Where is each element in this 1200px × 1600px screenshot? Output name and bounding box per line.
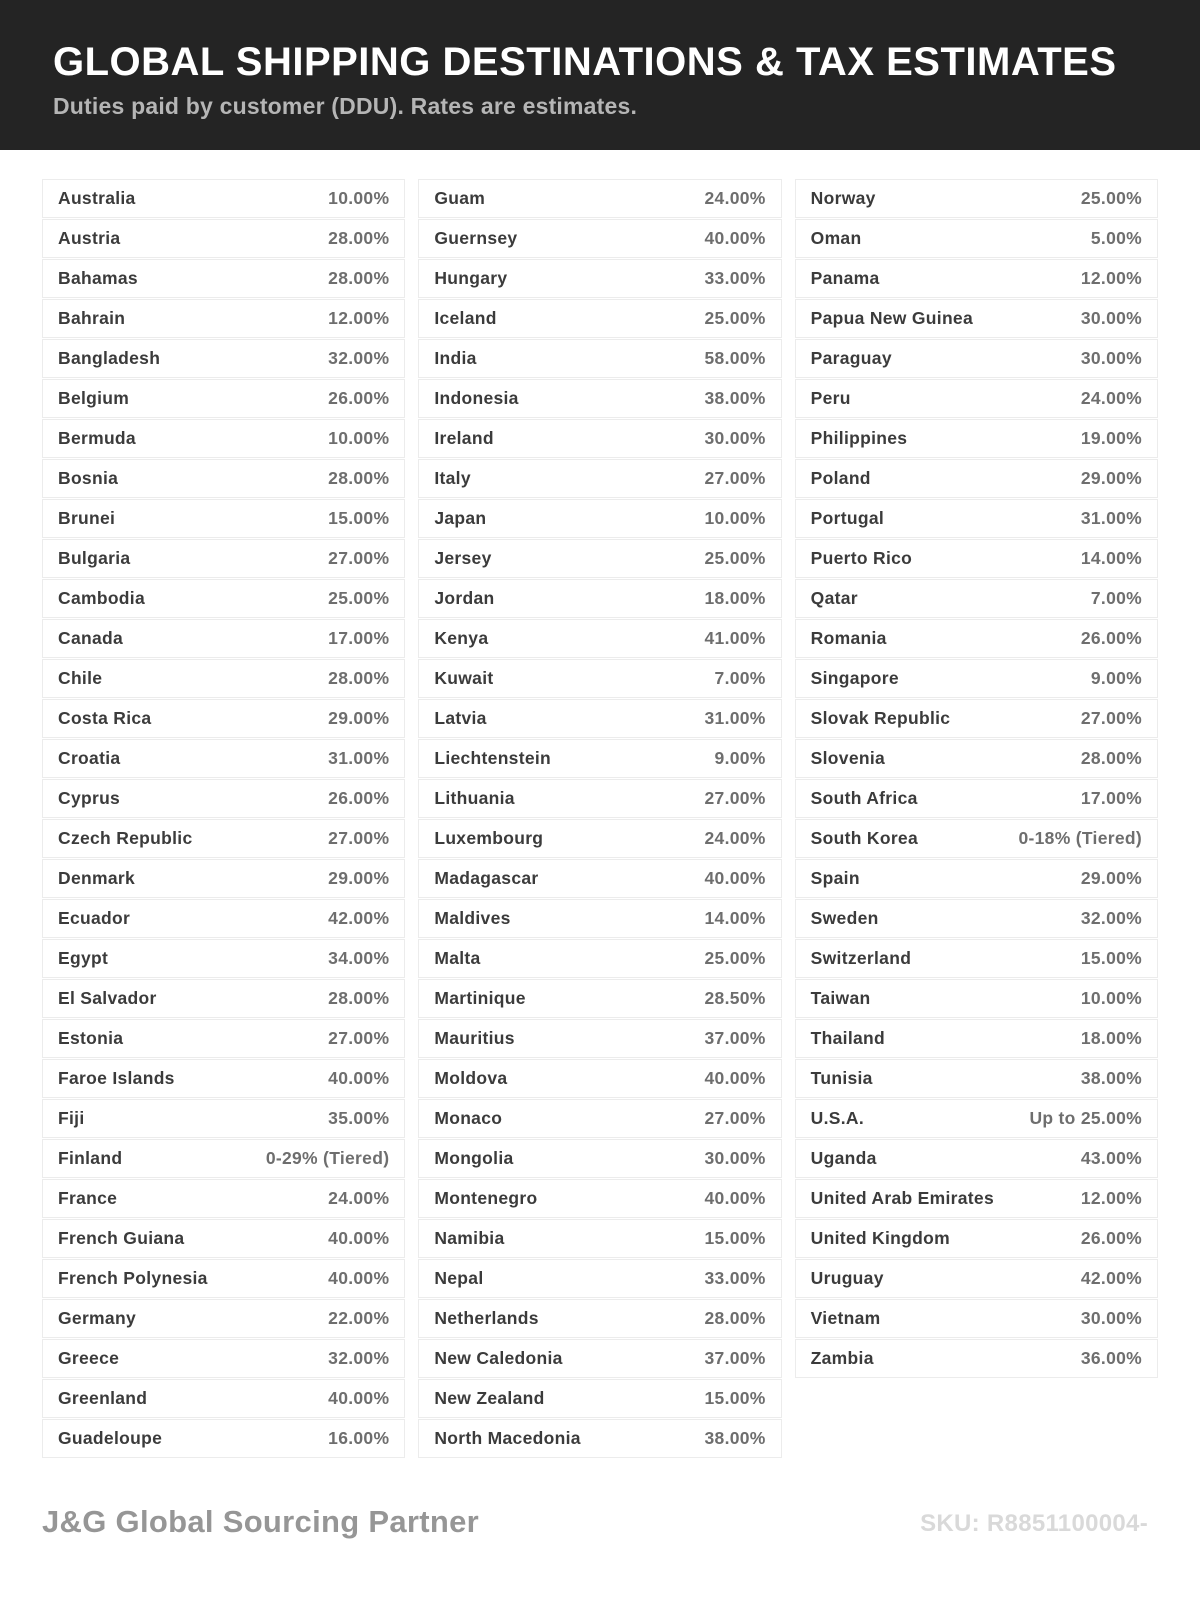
table-row — [795, 579, 1158, 618]
rate-value: 40.00% — [328, 1268, 390, 1288]
country-label: Nepal — [434, 1268, 484, 1288]
rate-value: 27.00% — [328, 828, 390, 848]
table-row — [795, 699, 1158, 738]
table-row — [418, 619, 781, 658]
table-row — [42, 499, 405, 538]
country-label: Namibia — [434, 1228, 505, 1248]
country-label: Denmark — [58, 868, 135, 888]
country-label: Belgium — [58, 388, 130, 408]
rate-value: 25.00% — [704, 548, 766, 568]
country-label: Faroe Islands — [58, 1068, 175, 1088]
country-label: Czech Republic — [58, 828, 193, 848]
table-row — [42, 1019, 405, 1058]
country-label: Qatar — [810, 588, 858, 608]
country-label: Brunei — [58, 508, 116, 528]
country-label: Papua New Guinea — [810, 308, 973, 328]
rate-value: 40.00% — [704, 1188, 766, 1208]
table-row — [795, 459, 1158, 498]
rate-value: 10.00% — [704, 508, 766, 528]
country-label: Romania — [810, 628, 887, 648]
rate-value: 40.00% — [328, 1068, 390, 1088]
rate-value: 30.00% — [1080, 1308, 1142, 1328]
rate-value: 28.00% — [328, 268, 390, 288]
rate-value: 43.00% — [1080, 1148, 1142, 1168]
country-label: Poland — [810, 468, 871, 488]
rate-value: 14.00% — [1080, 548, 1142, 568]
country-label: Austria — [58, 228, 121, 248]
rate-value: 27.00% — [704, 468, 766, 488]
rate-value: 17.00% — [1080, 788, 1142, 808]
rate-value: 25.00% — [1080, 188, 1142, 208]
table-row — [42, 619, 405, 658]
rate-value: 40.00% — [704, 868, 766, 888]
country-label: Switzerland — [810, 948, 912, 968]
rate-value: 10.00% — [328, 428, 390, 448]
rate-value: 18.00% — [1080, 1028, 1142, 1048]
table-row — [795, 1059, 1158, 1098]
rate-value: 12.00% — [328, 308, 390, 328]
country-label: Mauritius — [434, 1028, 515, 1048]
rate-value: 40.00% — [328, 1228, 390, 1248]
rate-value: 9.00% — [714, 748, 766, 768]
table-row — [418, 1059, 781, 1098]
rate-value: 27.00% — [704, 788, 766, 808]
table-row — [795, 179, 1158, 218]
country-label: Greenland — [58, 1388, 148, 1408]
country-label: Paraguay — [810, 348, 892, 368]
page-subtitle: Duties paid by customer (DDU). Rates are estimates. — [53, 93, 638, 119]
table-row — [795, 1339, 1158, 1378]
rate-value: 29.00% — [328, 708, 390, 728]
brand-name: J&G Global Sourcing Partner — [42, 1504, 480, 1539]
table-row — [418, 499, 781, 538]
table-row — [795, 819, 1158, 858]
rate-value: 14.00% — [704, 908, 766, 928]
rate-value: 26.00% — [1080, 628, 1142, 648]
page-header — [0, 0, 1200, 150]
country-label: Panama — [810, 268, 880, 288]
country-label: Iceland — [434, 308, 497, 328]
country-label: Chile — [58, 668, 103, 688]
table-row — [42, 739, 405, 778]
rate-value: 24.00% — [704, 188, 766, 208]
country-label: Luxembourg — [434, 828, 544, 848]
country-label: Sweden — [810, 908, 879, 928]
table-row — [418, 299, 781, 338]
table-row — [795, 339, 1158, 378]
country-label: Indonesia — [434, 388, 519, 408]
rate-value: 38.00% — [704, 388, 766, 408]
country-label: South Africa — [810, 788, 918, 808]
rate-value: 37.00% — [704, 1028, 766, 1048]
country-label: Egypt — [58, 948, 109, 968]
rate-value: 38.00% — [1080, 1068, 1142, 1088]
country-label: New Zealand — [434, 1388, 545, 1408]
rate-value: 42.00% — [328, 908, 390, 928]
country-label: Norway — [810, 188, 876, 208]
country-label: Liechtenstein — [434, 748, 552, 768]
table-row — [42, 379, 405, 418]
rates-column — [795, 179, 1158, 1379]
country-label: Kenya — [434, 628, 489, 648]
rate-value: 25.00% — [704, 948, 766, 968]
country-label: Martinique — [434, 988, 526, 1008]
table-row — [42, 859, 405, 898]
rate-value: 0-18% (Tiered) — [1018, 828, 1142, 848]
table-row — [42, 659, 405, 698]
rate-value: 28.00% — [1080, 748, 1142, 768]
table-row — [418, 1419, 781, 1458]
rate-value: 9.00% — [1090, 668, 1142, 688]
rates-column — [418, 179, 781, 1459]
table-row — [418, 539, 781, 578]
table-row — [795, 619, 1158, 658]
table-row — [42, 1219, 405, 1258]
country-label: French Guiana — [58, 1228, 185, 1248]
table-row — [795, 739, 1158, 778]
table-row — [42, 1139, 405, 1178]
country-label: French Polynesia — [58, 1268, 208, 1288]
country-label: Taiwan — [810, 988, 871, 1008]
table-row — [418, 459, 781, 498]
table-row — [42, 339, 405, 378]
country-label: Puerto Rico — [810, 548, 913, 568]
country-label: Lithuania — [434, 788, 515, 808]
country-label: Cambodia — [58, 588, 145, 608]
table-row — [418, 1259, 781, 1298]
table-row — [795, 779, 1158, 818]
table-row — [795, 259, 1158, 298]
table-row — [795, 419, 1158, 458]
rate-value: 31.00% — [704, 708, 766, 728]
table-row — [418, 739, 781, 778]
table-row — [418, 419, 781, 458]
table-row — [795, 939, 1158, 978]
table-row — [418, 259, 781, 298]
table-row — [795, 1259, 1158, 1298]
rate-value: 40.00% — [704, 228, 766, 248]
table-row — [42, 299, 405, 338]
table-row — [42, 819, 405, 858]
table-row — [418, 179, 781, 218]
rate-value: 28.00% — [328, 668, 390, 688]
country-label: El Salvador — [58, 988, 157, 1008]
table-row — [795, 659, 1158, 698]
table-row — [795, 1019, 1158, 1058]
sku-label: SKU: R8851100004- — [920, 1510, 1148, 1537]
rate-value: 24.00% — [328, 1188, 390, 1208]
country-label: Guam — [434, 188, 486, 208]
table-row — [418, 1379, 781, 1418]
table-row — [42, 1259, 405, 1298]
table-row — [42, 1379, 405, 1418]
rate-value: 15.00% — [704, 1228, 766, 1248]
country-label: Bahrain — [58, 308, 126, 328]
rate-value: 16.00% — [328, 1428, 390, 1448]
table-row — [795, 299, 1158, 338]
rate-value: 0-29% (Tiered) — [265, 1148, 390, 1168]
table-row — [42, 1179, 405, 1218]
table-row — [42, 579, 405, 618]
rate-value: 12.00% — [1080, 268, 1142, 288]
table-row — [418, 939, 781, 978]
country-label: France — [58, 1188, 118, 1208]
rate-value: 40.00% — [328, 1388, 390, 1408]
country-label: Germany — [58, 1308, 136, 1328]
rate-value: 38.00% — [704, 1428, 766, 1448]
country-label: Cyprus — [58, 788, 121, 808]
table-row — [795, 859, 1158, 898]
table-row — [418, 899, 781, 938]
table-row — [42, 179, 405, 218]
country-label: Jersey — [434, 548, 492, 568]
country-label: New Caledonia — [434, 1348, 563, 1368]
rate-value: 33.00% — [704, 268, 766, 288]
table-row — [418, 699, 781, 738]
table-row — [418, 1219, 781, 1258]
table-row — [42, 699, 405, 738]
table-row — [418, 1019, 781, 1058]
tax-rates-table — [0, 179, 1200, 1459]
rate-value: 27.00% — [704, 1108, 766, 1128]
rate-value: 25.00% — [328, 588, 390, 608]
table-row — [418, 819, 781, 858]
country-label: Uganda — [810, 1148, 877, 1168]
rate-value: 32.00% — [328, 1348, 390, 1368]
table-row — [42, 1419, 405, 1458]
country-label: Monaco — [434, 1108, 503, 1128]
rate-value: 28.00% — [328, 468, 390, 488]
country-label: Slovenia — [810, 748, 886, 768]
country-label: India — [434, 348, 477, 368]
country-label: Uruguay — [810, 1268, 884, 1288]
country-label: Jordan — [434, 588, 495, 608]
table-row — [795, 539, 1158, 578]
country-label: Canada — [58, 628, 124, 648]
country-label: Peru — [810, 388, 851, 408]
country-label: Latvia — [434, 708, 487, 728]
country-label: Tunisia — [810, 1068, 873, 1088]
rate-value: 22.00% — [328, 1308, 390, 1328]
rate-value: 5.00% — [1090, 228, 1142, 248]
country-label: Malta — [434, 948, 481, 968]
table-row — [418, 1139, 781, 1178]
country-label: Maldives — [434, 908, 511, 928]
rate-value: 18.00% — [704, 588, 766, 608]
table-row — [795, 1299, 1158, 1338]
table-row — [42, 459, 405, 498]
table-row — [795, 1219, 1158, 1258]
country-label: Australia — [58, 188, 136, 208]
table-row — [42, 939, 405, 978]
rate-value: 28.50% — [704, 988, 766, 1008]
rate-value: 27.00% — [328, 1028, 390, 1048]
table-row — [42, 1299, 405, 1338]
country-label: Philippines — [810, 428, 908, 448]
country-label: United Kingdom — [810, 1228, 950, 1248]
country-label: Slovak Republic — [810, 708, 951, 728]
rate-value: 19.00% — [1080, 428, 1142, 448]
rate-value: 26.00% — [1080, 1228, 1142, 1248]
country-label: Zambia — [810, 1348, 874, 1368]
table-row — [42, 1099, 405, 1138]
rate-value: 24.00% — [704, 828, 766, 848]
country-label: Bangladesh — [58, 348, 161, 368]
rate-value: 26.00% — [328, 788, 390, 808]
rate-value: 42.00% — [1080, 1268, 1142, 1288]
table-row — [795, 219, 1158, 258]
country-label: Italy — [434, 468, 471, 488]
rate-value: 30.00% — [704, 1148, 766, 1168]
rate-value: 35.00% — [328, 1108, 390, 1128]
rate-value: 34.00% — [328, 948, 390, 968]
country-label: North Macedonia — [434, 1428, 581, 1448]
rate-value: 36.00% — [1080, 1348, 1142, 1368]
rate-value: 32.00% — [1080, 908, 1142, 928]
country-label: Oman — [810, 228, 862, 248]
country-label: Madagascar — [434, 868, 539, 888]
table-row — [42, 259, 405, 298]
country-label: Netherlands — [434, 1308, 539, 1328]
table-row — [795, 1179, 1158, 1218]
country-label: Thailand — [810, 1028, 886, 1048]
country-label: Fiji — [58, 1108, 85, 1128]
country-label: Bosnia — [58, 468, 119, 488]
rate-value: 10.00% — [1080, 988, 1142, 1008]
rate-value: 30.00% — [1080, 308, 1142, 328]
rate-value: 58.00% — [704, 348, 766, 368]
country-label: Hungary — [434, 268, 508, 288]
country-label: Vietnam — [810, 1308, 881, 1328]
rate-value: 15.00% — [704, 1388, 766, 1408]
table-row — [795, 899, 1158, 938]
country-label: Ecuador — [58, 908, 131, 928]
country-label: Portugal — [810, 508, 885, 528]
country-label: Guadeloupe — [58, 1428, 163, 1448]
rates-column — [42, 179, 405, 1459]
country-label: Greece — [58, 1348, 120, 1368]
table-row — [42, 419, 405, 458]
country-label: Japan — [434, 508, 487, 528]
rate-value: 17.00% — [328, 628, 390, 648]
page-title: GLOBAL SHIPPING DESTINATIONS & TAX ESTIMATES — [53, 40, 1117, 84]
country-label: Ireland — [434, 428, 494, 448]
country-label: Montenegro — [434, 1188, 538, 1208]
country-label: United Arab Emirates — [810, 1188, 994, 1208]
table-row — [42, 1339, 405, 1378]
country-label: Spain — [810, 868, 860, 888]
table-row — [42, 219, 405, 258]
rate-value: Up to 25.00% — [1029, 1108, 1142, 1128]
country-label: Bahamas — [58, 268, 138, 288]
table-row — [418, 579, 781, 618]
country-label: Bulgaria — [58, 548, 131, 568]
rate-value: 26.00% — [328, 388, 390, 408]
country-label: Guernsey — [434, 228, 518, 248]
rate-value: 7.00% — [714, 668, 766, 688]
rate-value: 29.00% — [1080, 468, 1142, 488]
table-row — [795, 1139, 1158, 1178]
rate-value: 27.00% — [1080, 708, 1142, 728]
country-label: Moldova — [434, 1068, 508, 1088]
country-label: U.S.A. — [810, 1108, 864, 1128]
rate-value: 31.00% — [1080, 508, 1142, 528]
table-row — [418, 339, 781, 378]
rate-value: 12.00% — [1080, 1188, 1142, 1208]
table-row — [418, 979, 781, 1018]
rate-value: 10.00% — [328, 188, 390, 208]
country-label: Singapore — [810, 668, 899, 688]
table-row — [418, 1299, 781, 1338]
table-row — [795, 1099, 1158, 1138]
table-row — [418, 379, 781, 418]
rate-value: 32.00% — [328, 348, 390, 368]
table-row — [795, 979, 1158, 1018]
table-row — [42, 779, 405, 818]
country-label: Mongolia — [434, 1148, 514, 1168]
rate-value: 40.00% — [704, 1068, 766, 1088]
rate-value: 28.00% — [704, 1308, 766, 1328]
table-row — [418, 1339, 781, 1378]
table-row — [795, 499, 1158, 538]
table-row — [418, 859, 781, 898]
rate-value: 24.00% — [1080, 388, 1142, 408]
table-row — [795, 379, 1158, 418]
country-label: Croatia — [58, 748, 121, 768]
rate-value: 41.00% — [704, 628, 766, 648]
country-label: Estonia — [58, 1028, 124, 1048]
rate-value: 37.00% — [704, 1348, 766, 1368]
country-label: Finland — [58, 1148, 123, 1168]
table-row — [418, 659, 781, 698]
table-row — [42, 979, 405, 1018]
country-label: Kuwait — [434, 668, 494, 688]
rate-value: 31.00% — [328, 748, 390, 768]
rate-value: 28.00% — [328, 228, 390, 248]
table-row — [42, 1059, 405, 1098]
rate-value: 29.00% — [1080, 868, 1142, 888]
table-row — [418, 779, 781, 818]
table-row — [42, 899, 405, 938]
rate-value: 25.00% — [704, 308, 766, 328]
rate-value: 15.00% — [1080, 948, 1142, 968]
rate-value: 30.00% — [704, 428, 766, 448]
table-row — [418, 1179, 781, 1218]
country-label: Bermuda — [58, 428, 136, 448]
rate-value: 29.00% — [328, 868, 390, 888]
country-label: South Korea — [810, 828, 918, 848]
table-row — [418, 219, 781, 258]
rate-value: 30.00% — [1080, 348, 1142, 368]
rate-value: 27.00% — [328, 548, 390, 568]
table-row — [418, 1099, 781, 1138]
rate-value: 15.00% — [328, 508, 390, 528]
rate-value: 7.00% — [1090, 588, 1142, 608]
country-label: Costa Rica — [58, 708, 152, 728]
rate-value: 28.00% — [328, 988, 390, 1008]
rate-value: 33.00% — [704, 1268, 766, 1288]
table-row — [42, 539, 405, 578]
